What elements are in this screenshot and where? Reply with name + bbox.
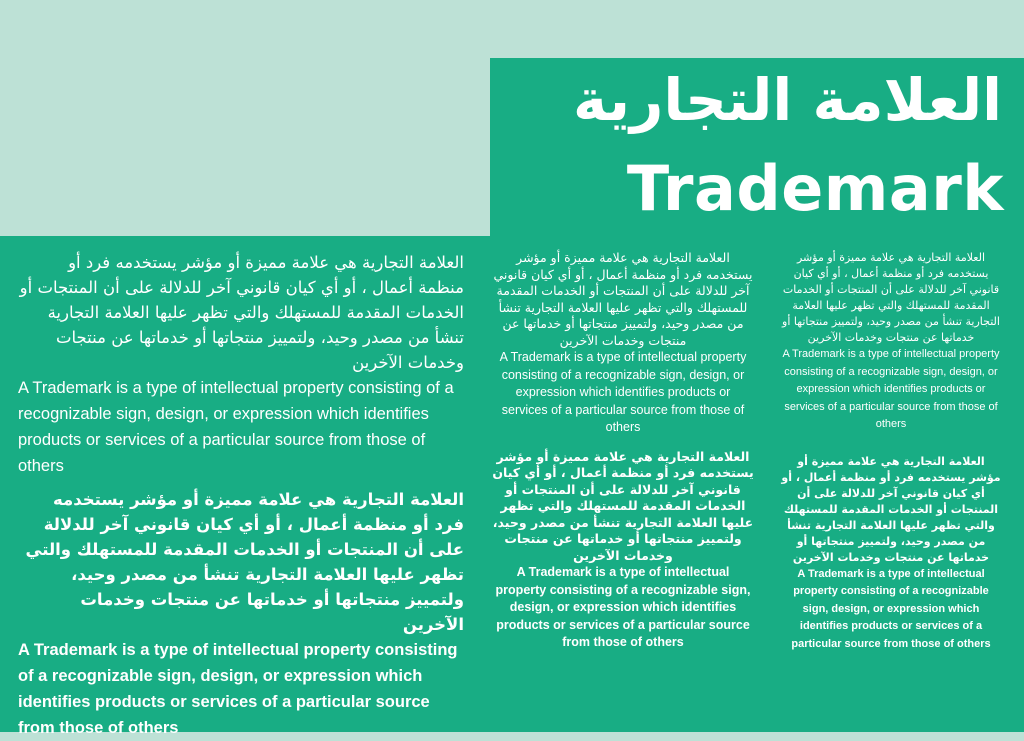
paragraph-english-bold: A Trademark is a type of intellectual property consisting of a recognizable sign, design, or expression which identifies products or services of a particular source from those of others <box>791 567 991 650</box>
paragraph-english-bold: A Trademark is a type of intellectual property consisting of a recognizable sign, design, or expression which identifies products or services of a particular source from those of others <box>495 565 751 649</box>
title-block <box>490 58 1024 238</box>
text-column-large <box>18 250 464 741</box>
paragraph-english-regular: A Trademark is a type of intellectual property consisting of a recognizable sign, design, or expression which identifies products or services of a particular source from those of others <box>499 350 747 434</box>
text-column-medium <box>492 250 754 652</box>
paragraph-arabic-bold: العلامة التجارية هي علامة مميزة أو مؤشر يستخدمه فرد أو منظمة أعمال ، أو أي كيان قانوني آخر للدلالة على أن المنتجات أو الخدمات المقدمة للمستهلك والتي تظهر عليها العلامة التجارية تنشأ من مصدر وحيد، ولتمييز منتجاتها أو خدماتها عن منتجات وخدمات الآخرين <box>25 490 464 634</box>
paragraph-arabic-regular: العلامة التجارية هي علامة مميزة أو مؤشر يستخدمه فرد أو منظمة أعمال ، أو أي كيان قانوني آخر للدلالة على أن المنتجات أو الخدمات المقدمة للمستهلك والتي تظهر عليها العلامة التجارية تنشأ من مصدر وحيد، ولتمييز منتجاتها أو خدماتها عن منتجات وخدمات الآخرين <box>19 253 464 372</box>
paragraph-english-regular: A Trademark is a type of intellectual property consisting of a recognizable sign, design, or expression which identifies products or services of a particular source from those of others <box>782 348 1000 430</box>
title-english: Trademark <box>626 152 1004 225</box>
paragraph-english-bold: A Trademark is a type of intellectual property consisting of a recognizable sign, design, or expression which identifies products or services of a particular source from those of others <box>18 641 458 737</box>
title-arabic: العلامة التجارية <box>573 66 1002 134</box>
text-column-small <box>780 250 1002 653</box>
paragraph-arabic-bold: العلامة التجارية هي علامة مميزة أو مؤشر يستخدمه فرد أو منظمة أعمال ، أو أي كيان قانوني آخر للدلالة على أن المنتجات أو الخدمات المقدمة للمستهلك والتي تظهر عليها العلامة التجارية تنشأ من مصدر وحيد، ولتمييز منتجاتها أو خدماتها عن منتجات وخدمات الآخرين <box>781 454 1001 564</box>
paragraph-arabic-bold: العلامة التجارية هي علامة مميزة أو مؤشر يستخدمه فرد أو منظمة أعمال ، أو أي كيان قانوني آخر للدلالة على أن المنتجات أو الخدمات المقدمة للمستهلك والتي تظهر عليها العلامة التجارية تنشأ من مصدر وحيد، ولتمييز منتجاتها أو خدماتها عن منتجات وخدمات الآخرين <box>492 448 754 563</box>
paragraph-english-regular: A Trademark is a type of intellectual property consisting of a recognizable sign, design, or expression which identifies products or services of a particular source from those of others <box>18 379 454 475</box>
paragraph-arabic-regular: العلامة التجارية هي علامة مميزة أو مؤشر يستخدمه فرد أو منظمة أعمال ، أو أي كيان قانوني آخر للدلالة على أن المنتجات أو الخدمات المقدمة للمستهلك والتي تظهر عليها العلامة التجارية تنشأ من مصدر وحيد، ولتمييز منتجاتها أو خدماتها عن منتجات وخدمات الآخرين <box>493 250 753 348</box>
paragraph-arabic-regular: العلامة التجارية هي علامة مميزة أو مؤشر يستخدمه فرد أو منظمة أعمال ، أو أي كيان قانوني آخر للدلالة على أن المنتجات أو الخدمات المقدمة للمستهلك والتي تظهر عليها العلامة التجارية تنشأ من مصدر وحيد، ولتمييز منتجاتها أو خدماتها عن منتجات وخدمات الآخرين <box>782 251 1000 344</box>
